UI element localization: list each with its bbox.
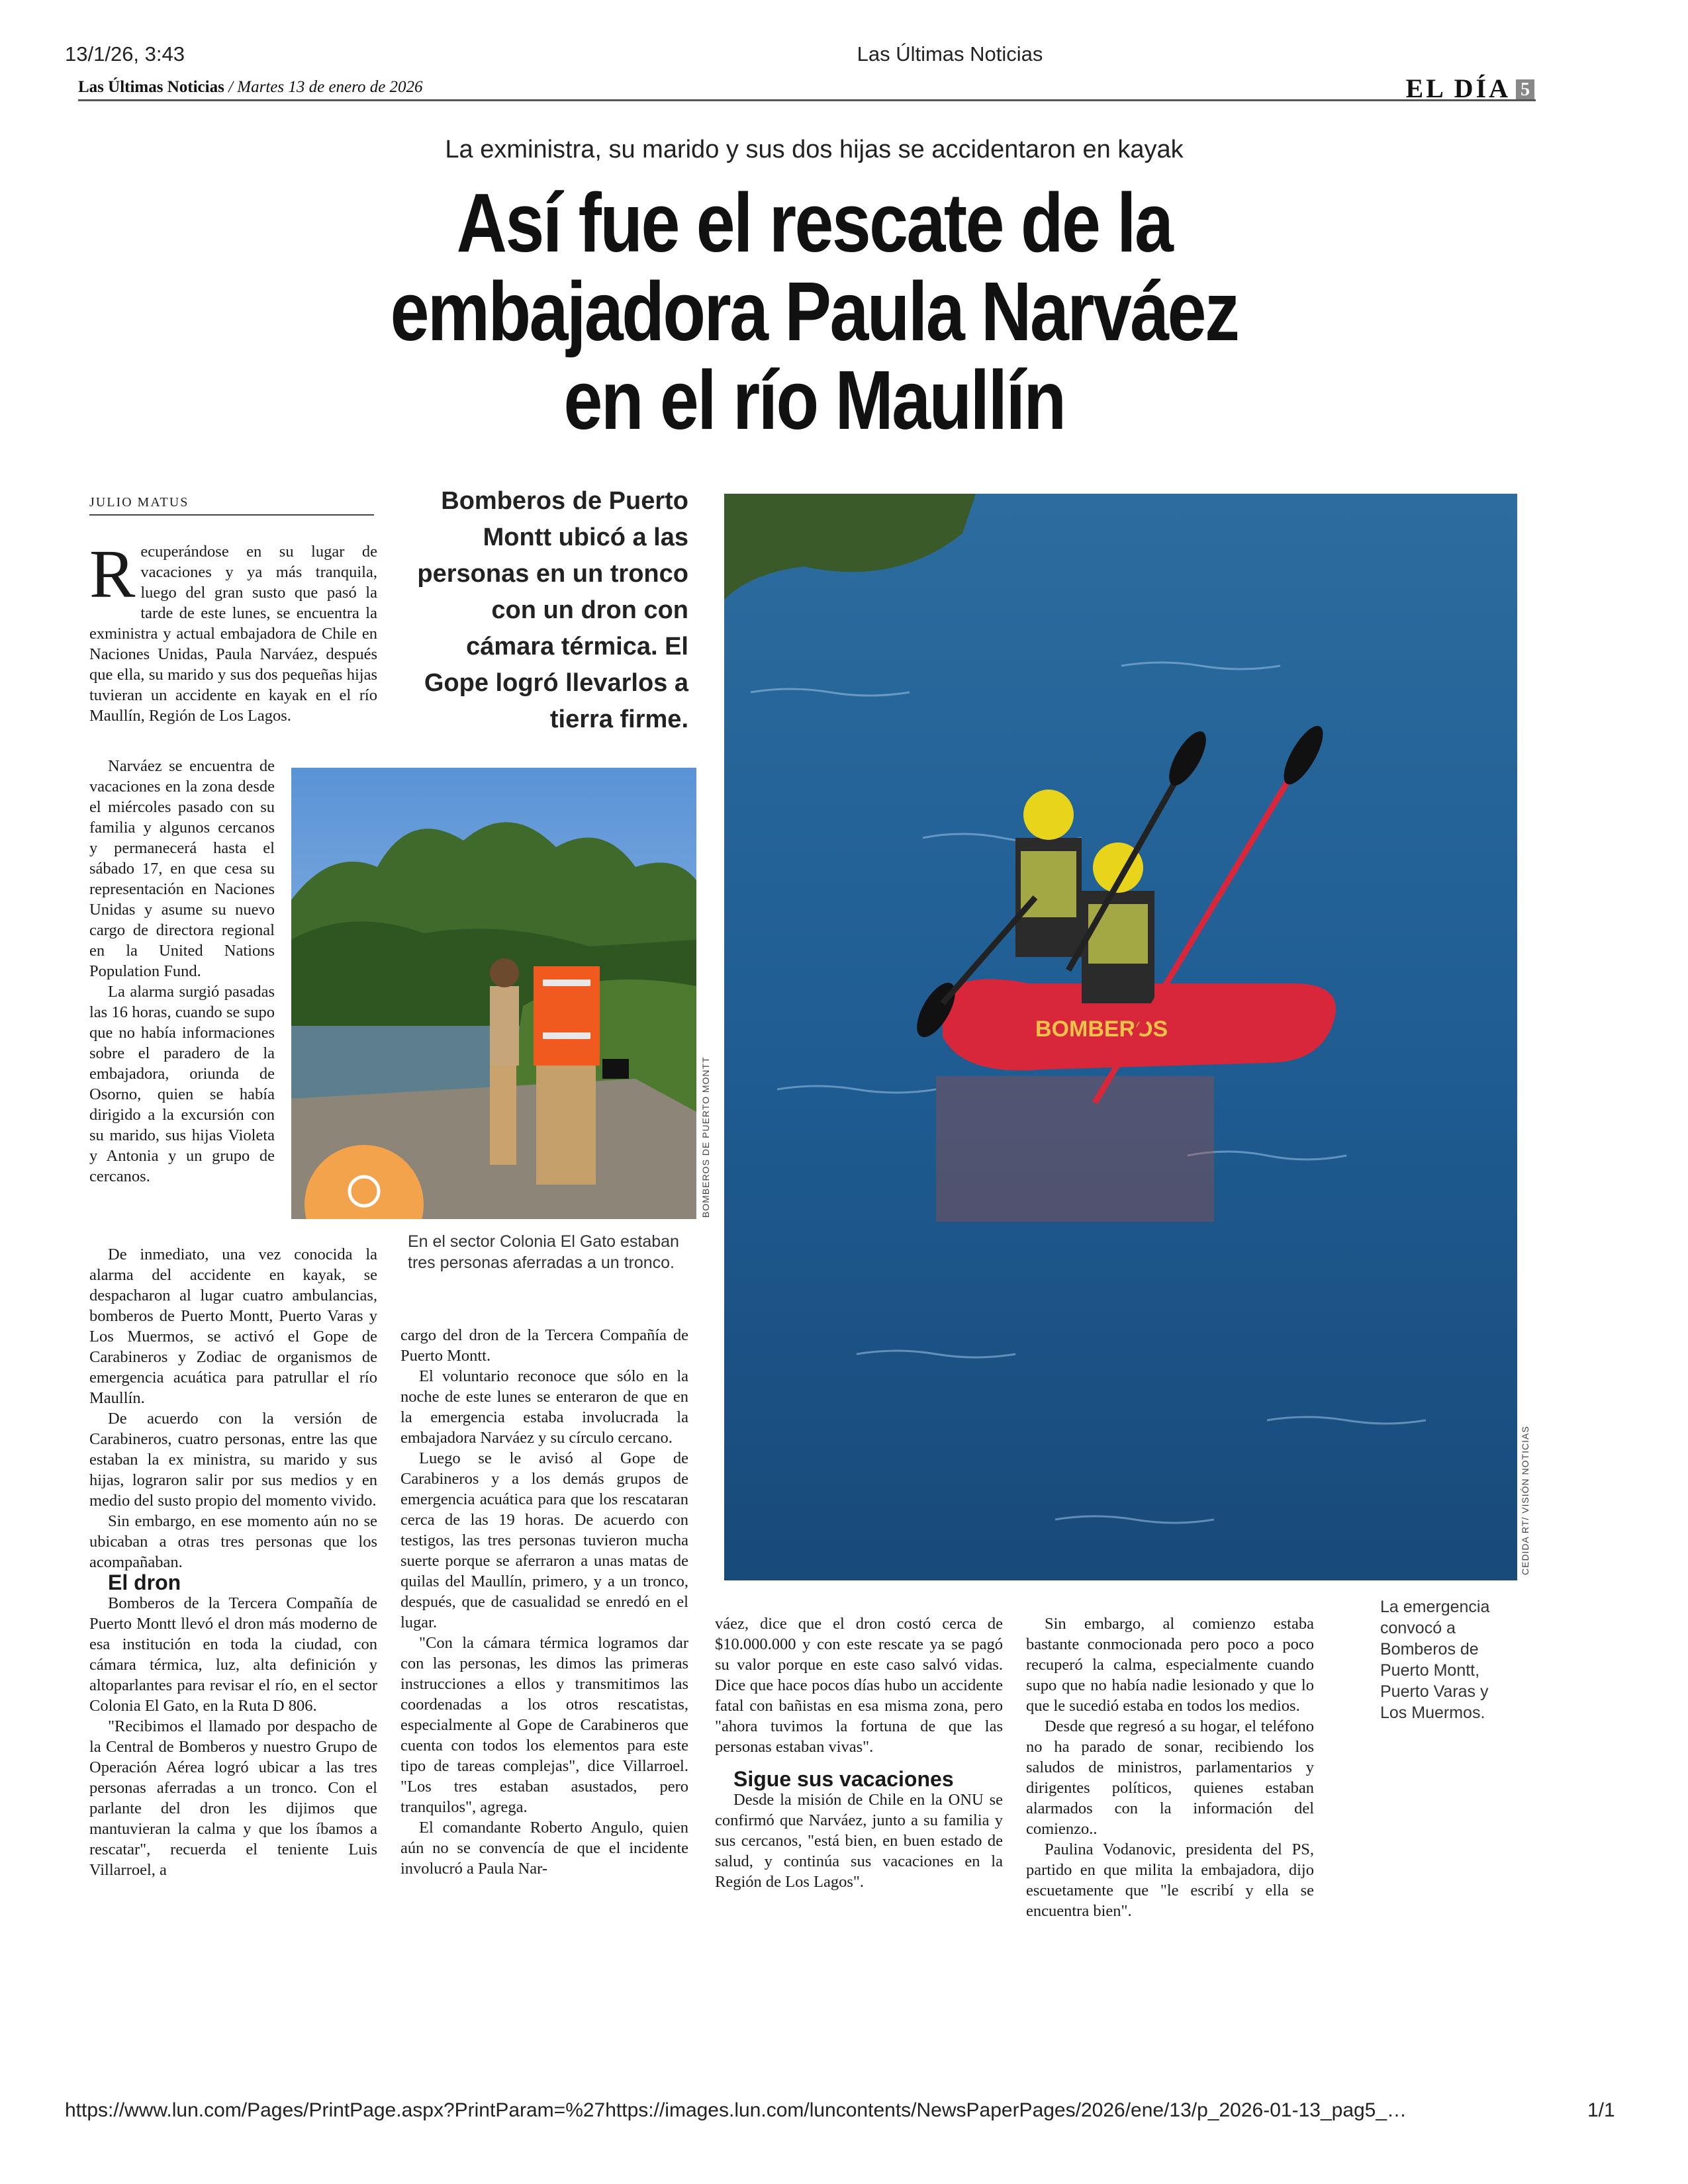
photo-credit-small: BOMBEROS DE PUERTO MONTT: [700, 1056, 711, 1218]
photo-credit-large: CEDIDA RT/ VISIÓN NOTICIAS: [1520, 1426, 1530, 1575]
article-paragraph: Paulina Vodanovic, presidenta del PS, partido en que milita la embajadora, dijo escuetamente que "le escribí y ella se encuentra bien".: [1026, 1841, 1314, 1920]
article-paragraph: "Recibimos el llamado por despacho de la Central de Bomberos y nuestro Grupo de Operación Aérea logró ubicar a las tres personas aferradas a un tronco. Con el parlante del dron les dijimos que mantuvieran la calma y que los íbamos a rescatar", recuerda el teniente Luis Villarroel, a: [89, 1717, 377, 1879]
publication-name: Las Últimas Noticias: [78, 78, 224, 96]
article-paragraph: "Con la cámara térmica logramos dar con las personas, les dimos las primeras instrucciones a ellos y transmitimos las coordenadas a los otros rescatistas, especialmente al Gope de Carabineros que cuenta con todos los elementos para este tipo de tareas complejas", dice Villarroel. "Los tres estaban asustados, pero tranquilos", agrega.: [400, 1634, 688, 1816]
article-paragraph: El voluntario reconoce que sólo en la noche de este lunes se enteraron de que en la emergencia estaba involucrada la embajadora Narváez y su círculo cercano.: [400, 1367, 688, 1447]
raft-label: BOMBEROS: [1035, 1017, 1168, 1042]
masthead-rule: [78, 99, 1536, 101]
masthead-publication: [78, 78, 423, 97]
subhead-sigue-vacaciones: Sigue sus vacaciones: [733, 1767, 954, 1791]
headline-line-1: Así fue el rescate de la: [456, 176, 1172, 269]
article-paragraph: váez, dice que el dron costó cerca de $10.000.000 y con este rescate ya se pagó su valor porque en este caso salvó vidas. Dice que hace pocos días hubo un accidente fatal con bañistas en esa misma zona, pero "ahora tuvimos la fortuna de que las personas estaban vivas".: [715, 1615, 1003, 1756]
headline-line-2: embajadora Paula Narváez: [390, 265, 1239, 358]
byline: JULIO MATUS: [89, 495, 374, 516]
article-column-1-top: [89, 536, 377, 726]
article-paragraph: Sin embargo, en ese momento aún no se ubicaban a otras tres personas que los acompañaban.: [89, 1512, 377, 1571]
print-datetime: 13/1/26, 3:43: [65, 42, 185, 66]
article-paragraph: Sin embargo, al comienzo estaba bastante conmocionada pero poco a poco recuperó la calma, especialmente cuando supo que no había nadie lesionado y que lo que le sucedió estaba en todos los medios.: [1026, 1615, 1314, 1715]
drop-cap: R: [89, 536, 136, 612]
photo-caption-small: En el sector Colonia El Gato estaban tres personas aferradas a un tronco.: [408, 1232, 679, 1272]
article-column-3: [715, 1614, 1003, 1892]
article-paragraph: De acuerdo con la versión de Carabineros, cuatro personas, entre las que estaban la ex ministra, su marido y sus hijas, lograron salir por sus medios y en medio del susto propio del momento vivido.: [89, 1410, 377, 1510]
article-paragraph: cargo del dron de la Tercera Compañía de Puerto Montt.: [400, 1326, 688, 1365]
article-paragraph: La alarma surgió pasadas las 16 horas, cuando se supo que no había informaciones sobre el paradero de la embajadora, oriunda de Osorno, quien se había dirigido a la excursión con su marido, sus hijas Violeta y Antonia y un grupo de cercanos.: [89, 983, 275, 1185]
article-paragraph: De inmediato, una vez conocida la alarma del accidente en kayak, se despacharon al lugar cuatro ambulancias, bomberos de Puerto Montt, Puerto Varas y Los Muermos, se activó el Gope de Carabineros y Zodiac de organismos de emergencia acuática para patrullar el río Maullín.: [89, 1246, 377, 1407]
article-paragraph: Bomberos de la Tercera Compañía de Puerto Montt llevó el dron más moderno de esa institución en toda la ciudad, con cámara térmica, luz, alta definición y altoparlantes para revisar el río, en el sector Colonia El Gato, en la Ruta D 806.: [89, 1594, 377, 1715]
article-paragraph: Desde que regresó a su hogar, el teléfono no ha parado de sonar, recibiendo los saludos de ministros, parlamentarios y dirigentes políticos, quienes estaban alarmados con la información del comienzo..: [1026, 1717, 1314, 1838]
pull-quote: Bomberos de Puerto Montt ubicó a las personas en un tronco con un dron con cámara térmica. El Gope logró llevarlos a tierra firme.: [417, 487, 688, 733]
riverbank-illustration: [291, 768, 696, 1219]
article-paragraph: Desde la misión de Chile en la ONU se confirmó que Narváez, junto a su familia y sus cercanos, "está bien, en buen estado de salud, y continúa sus vacaciones en la Región de Los Lagos".: [715, 1791, 1003, 1891]
article-column-2: [400, 1325, 688, 1879]
article-kicker: La exministra, su marido y sus dos hijas se accidentaron en kayak: [445, 136, 1184, 163]
article-paragraph: Narváez se encuentra de vacaciones en la zona desde el miércoles pasado con su familia y algunos cercanos y permanecerá hasta el sábado 17, en que cesa su representación en Naciones Unidas y asume su nuevo cargo de directora regional en la United Nations Population Fund.: [89, 757, 275, 980]
subhead-el-dron: El dron: [108, 1570, 181, 1594]
paragraph-text: ecuperándose en su lugar de vacaciones y ya más tranquila, luego del gran susto que pasó la tarde de este lunes, se encuentra la exministra y actual embajadora de Chile en Naciones Unidas, Paula Narváez, después que ella, su marido y sus dos pequeñas hijas tuvieran un accidente en kayak en el río Maullín, Región de Los Lagos.: [89, 543, 377, 725]
river-rescue-illustration: [724, 494, 1517, 1580]
article-paragraph: Luego se le avisó al Gope de Carabineros y a los demás grupos de emergencia acuática para que los rescataran cerca de las 19 horas. De acuerdo con testigos, las tres personas tuvieron mucha suerte porque se aferraron a unas matas de quilas del Maullín, primero, y a un tronco, después, que de casualidad se enredó en el lugar.: [400, 1449, 688, 1631]
publication-date: / Martes 13 de enero de 2026: [228, 78, 423, 96]
print-page-title: Las Últimas Noticias: [857, 42, 1043, 66]
print-page-count: 1/1: [1587, 2099, 1615, 2121]
article-headline: [130, 176, 1498, 447]
article-paragraph: El comandante Roberto Angulo, quien aún no se convencía de que el incidente involucró a Paula Nar-: [400, 1819, 688, 1878]
article-column-1-narrow: [89, 756, 275, 1187]
photo-river-rescue-raft: [724, 494, 1517, 1580]
photo-caption-large: La emergencia convocó a Bomberos de Puerto Montt, Puerto Varas y Los Muermos.: [1380, 1598, 1490, 1722]
photo-riverbank-firefighters: [291, 768, 696, 1219]
article-paragraph: [89, 536, 377, 726]
headline-line-3: en el río Maullín: [563, 353, 1065, 447]
page-number-badge: 5: [1516, 79, 1534, 101]
section-name: EL DÍA: [1405, 73, 1511, 103]
article-column-1-lower: [89, 1244, 377, 1880]
article-column-4: [1026, 1614, 1314, 1921]
print-url: https://www.lun.com/Pages/PrintPage.aspx?PrintParam=%27https://images.lun.com/luncontents/NewsPaperPages/2026/ene/13/p_2026-01-13_pag5_…: [65, 2099, 1407, 2121]
